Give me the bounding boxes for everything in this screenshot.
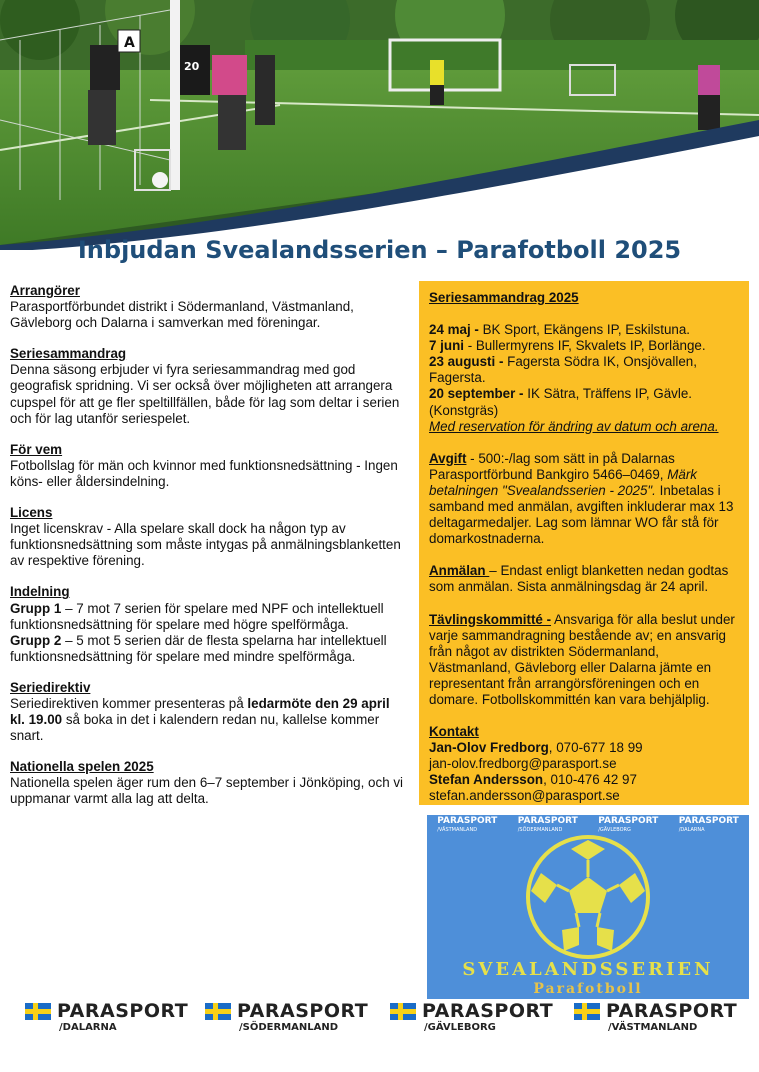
heading-for-vem: För vem — [10, 441, 63, 457]
direktiv-text-2: så boka in det i kalendern redan nu, kallelse kommer snart. — [10, 712, 380, 744]
promo-logo-district: /VÄSTMANLAND — [437, 827, 478, 833]
reservation-text: Med reservation för ändring av datum och arena. — [429, 418, 719, 434]
text-for-vem: Fotbollslag för män och kvinnor med funktionsnedsättning - Ingen köns- eller åldersindelning. — [10, 457, 398, 489]
contact-2 — [429, 772, 741, 788]
section-seriedirektiv — [10, 680, 405, 744]
direktiv-date: ledarmöte den 29 april kl. 19.00 — [10, 695, 390, 728]
date-4 — [429, 386, 741, 418]
footer-logo-brand: PARASPORT — [422, 1000, 554, 1022]
promo-subtitle: Parafotboll — [533, 981, 643, 997]
swedish-flag-icon — [574, 1003, 600, 1020]
anmalan-text: – Endast enligt blanketten nedan godtas som anmälan. Sista anmälningsdag är 24 april. — [429, 563, 729, 595]
date-2 — [429, 338, 741, 354]
avgift-text-2: Inbetalas i samband med anmälan, avgiften inkluderar max 13 deltagarmedaljer. Lag som lämnar WO får stå för domarkostnaderna. — [429, 482, 734, 547]
swedish-flag-icon — [390, 1003, 416, 1020]
player-number: 20 — [184, 60, 200, 73]
heading-seriesammandrag: Seriesammandrag — [10, 346, 127, 362]
date-2-text: - Bullermyrens IF, Skvalets IP, Borlänge. — [463, 338, 706, 354]
football-field-photo — [0, 0, 759, 250]
footer-logo-brand: PARASPORT — [57, 1000, 189, 1022]
footer-logo-district: /GÄVLEBORG — [424, 1022, 496, 1033]
group-1-text: – 7 mot 7 serien för spelare med NPF och intellektuell funktionsnedsättning för spelare med högre spelförmåga. — [10, 600, 384, 632]
direktiv-text-1: Seriedirektiven kommer presenteras på — [10, 695, 248, 711]
footer-logo-district: /DALARNA — [59, 1022, 117, 1033]
promo-logo-brand: PARASPORT — [598, 816, 659, 826]
footer-logos — [0, 1000, 759, 1060]
group-2-label: Grupp 2 — [10, 632, 62, 648]
group-2-text: – 5 mot 5 serien där de flesta spelarna har intellektuell funktionsnedsättning för spelare med mindre spelförmåga. — [10, 632, 387, 664]
section-indelning — [10, 584, 405, 664]
contact-1 — [429, 740, 741, 756]
promo-logo-brand: PARASPORT — [437, 816, 498, 826]
avgift — [429, 451, 741, 548]
page-title: Inbjudan Svealandsserien – Parafotboll 2025 — [77, 236, 682, 264]
contact-2-name: Stefan Andersson — [429, 772, 544, 788]
contact-1-phone: , 070-677 18 99 — [548, 740, 643, 756]
promo-logo-brand: PARASPORT — [517, 816, 578, 826]
promo-logo-district: /GÄVLEBORG — [598, 827, 631, 833]
text-seriedirektiv — [10, 696, 405, 744]
anmalan — [429, 563, 741, 595]
text-nationella-spelen: Nationella spelen äger rum den 6–7 september i Jönköping, och vi uppmanar varmt alla lag att delta. — [10, 775, 404, 807]
tavlingskommitte — [429, 612, 741, 709]
hero-photo — [0, 0, 759, 250]
promo-logo-district: /SÖDERMANLAND — [517, 827, 563, 833]
contact-2-email[interactable]: stefan.andersson@parasport.se — [429, 788, 620, 804]
group-2 — [10, 633, 405, 665]
footer-logo-district: /SÖDERMANLAND — [239, 1022, 339, 1033]
heading-seriedirektiv: Seriedirektiv — [10, 679, 91, 695]
left-column — [10, 283, 405, 823]
heading-nationella-spelen: Nationella spelen 2025 — [10, 759, 154, 775]
svealandsserien-logo-image — [427, 815, 749, 999]
reservation-note — [429, 419, 741, 435]
contact-1-email[interactable]: jan-olov.fredborg@parasport.se — [429, 756, 617, 772]
heading-licens: Licens — [10, 505, 53, 521]
avgift-note: Märk betalningen "Svealandsserien - 2025". — [429, 466, 697, 498]
heading-kontakt: Kontakt — [429, 724, 479, 740]
section-seriesammandrag — [10, 346, 405, 426]
date-3-text: Fagersta Södra IK, Onsjövallen, Fagersta. — [429, 354, 697, 386]
text-licens: Inget licenskrav - Alla spelare skall dock ha någon typ av funktionsnedsättning som måste intygas på anmälningsblanketten av respektive förening. — [10, 521, 401, 569]
date-4-text: IK Sätra, Träffens IP, Gävle. (Konstgräs) — [429, 386, 692, 418]
heading-seriesammandrag-2025: Seriesammandrag 2025 — [429, 290, 579, 305]
promo-logo-brand: PARASPORT — [678, 816, 739, 826]
tavlingskommitte-text: Ansvariga för alla beslut under varje sammandragning bestående av; en ansvarig från något av distrikten Södermanland, Västmanland, Gävleborg eller Dalarna jämte en representant från arrangörsföreningen och en domare. Fotbollskommittén kan vara behjälplig. — [429, 611, 735, 707]
anmalan-heading: Anmälan — [429, 563, 490, 579]
avgift-heading: Avgift — [429, 450, 467, 466]
footer-logo-brand: PARASPORT — [606, 1000, 738, 1022]
promo-title: SVEALANDSSERIEN — [462, 959, 714, 980]
section-licens — [10, 505, 405, 569]
heading-indelning: Indelning — [10, 584, 70, 600]
tavlingskommitte-heading: Tävlingskommitté - — [429, 611, 552, 627]
date-2-label: 7 juni — [429, 338, 464, 354]
swedish-flag-icon — [25, 1003, 51, 1020]
sign-letter: A — [124, 35, 135, 51]
text-arrangorer: Parasportförbundet distrikt i Södermanland, Västmanland, Gävleborg och Dalarna i samverkan med föreningar. — [10, 299, 354, 331]
date-1-text: BK Sport, Ekängens IP, Eskilstuna. — [478, 322, 691, 338]
swedish-flag-icon — [205, 1003, 231, 1020]
contact-2-phone: , 010-476 42 97 — [543, 772, 637, 788]
info-panel — [419, 281, 749, 805]
footer-logo-district: /VÄSTMANLAND — [608, 1022, 698, 1033]
date-1-label: 24 maj - — [429, 322, 479, 338]
group-1-label: Grupp 1 — [10, 600, 62, 616]
footer-logo-vastmanland — [574, 1000, 737, 1033]
contact-1-name: Jan-Olov Fredborg — [429, 740, 549, 756]
date-3-label: 23 augusti - — [429, 354, 504, 370]
date-3 — [429, 354, 741, 386]
promo-logo-district: /DALARNA — [678, 827, 705, 833]
footer-logo-dalarna — [25, 1000, 188, 1033]
section-nationella-spelen — [10, 759, 405, 807]
group-1 — [10, 601, 405, 633]
date-1 — [429, 322, 741, 338]
text-seriesammandrag: Denna säsong erbjuder vi fyra seriesammandrag med god geografisk spridning. Vi ser också över möjligheten att arrangera cupspel för att ge fler speltillfällen, både för lag som deltar i serien och för lag utanför seriespelet. — [10, 362, 400, 426]
date-4-label: 20 september - — [429, 386, 524, 402]
section-for-vem — [10, 442, 405, 490]
footer-logo-gavleborg — [390, 1000, 553, 1033]
footer-logo-sodermanland — [205, 1000, 368, 1033]
footer-logo-brand: PARASPORT — [237, 1000, 369, 1022]
avgift-text-1: - 500:-/lag som sätt in på Dalarnas Parasportförbund Bankgiro 5466–0469, — [429, 450, 675, 482]
heading-arrangorer: Arrangörer — [10, 283, 80, 298]
section-arrangorer — [10, 283, 405, 331]
